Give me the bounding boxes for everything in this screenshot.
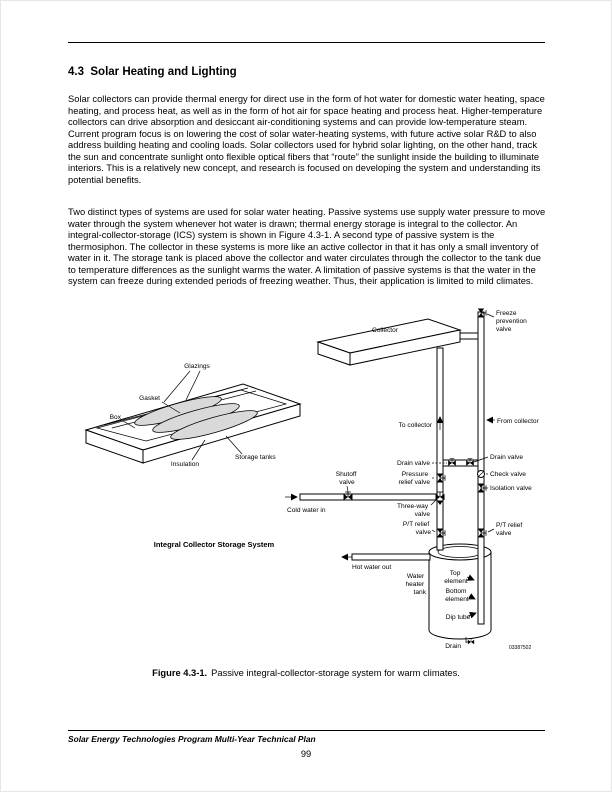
figure-caption-label: Figure 4.3-1.: [152, 668, 208, 678]
footer-rule: [68, 730, 545, 731]
figure-4-3-1: [0, 300, 612, 668]
label-check-valve: Check valve: [490, 471, 526, 478]
label-cold-water-in: Cold water in: [287, 507, 326, 514]
ics-collector-drawing: [86, 363, 300, 549]
label-collector: Collector: [371, 327, 399, 334]
label-freeze-prevention-valve: Freeze prevention valve: [496, 310, 527, 333]
label-box: Box: [109, 414, 121, 421]
label-storage-tanks: Storage tanks: [235, 454, 276, 461]
pt-relief-left-leader: [432, 530, 435, 532]
footer-title: Solar Energy Technologies Program Multi-Year Technical Plan: [68, 734, 316, 744]
label-dip-tube: Dip tube: [445, 614, 471, 621]
thermosiphon-schematic: [285, 309, 540, 652]
figure-caption: [0, 668, 612, 678]
shutoff-valve-leader: [347, 486, 348, 492]
label-three-way-valve: Three-way valve: [397, 503, 430, 518]
three-way-valve-leader: [431, 500, 436, 505]
glazings-leader-2: [186, 371, 200, 400]
check-valve-icon: [478, 471, 485, 478]
label-pressure-relief-valve: Pressure relief valve: [398, 471, 430, 486]
pipe-to-collector: [437, 348, 443, 550]
pipe-hot-water-out: [352, 554, 430, 560]
pt-relief-right-leader: [488, 529, 494, 532]
label-top-element: Top element: [444, 570, 468, 585]
label-water-heater-tank: Water heater tank: [405, 573, 426, 596]
paragraph-1: Solar collectors can provide thermal energy for direct use in the form of hot water for domestic water heating, space heating, and process heat, as well as in the form of hot air for space heating and process heat. Higher-temperature collectors can drive absorption and desiccant air-conditioning systems and can provide low-temperature steam. Current program focus is on lowering the cost of solar water-heating systems, with future active solar R&D to also address building heating and cooling loads. Solar collectors used for hybrid solar lighting, on the other hand, track the sun and concentrate sunlight onto flexible optical fibers that “route” the sunlight inside the building to illuminate interiors. This is a relatively new concept, and research is focused on developing the system and understanding its potential benefits.: [68, 94, 545, 185]
freeze-valve-leader: [487, 314, 494, 317]
label-gasket: Gasket: [139, 395, 160, 402]
label-insulation: Insulation: [170, 461, 200, 468]
label-ics-title: Integral Collector Storage System: [153, 540, 275, 549]
glazings-leader-1: [164, 371, 190, 402]
label-to-collector: To collector: [398, 422, 432, 429]
label-pt-relief-valve-left: P/T relief valve: [402, 521, 431, 536]
label-from-collector: From collector: [497, 418, 539, 425]
label-drain-valve-left: Drain valve: [397, 460, 430, 467]
figure-id-number: 03387502: [509, 645, 532, 651]
pipe-cold-water: [300, 494, 437, 500]
label-glazings: Glazings: [184, 363, 210, 370]
label-hot-water-out: Hot water out: [352, 564, 392, 571]
label-shutoff-valve: Shutoff valve: [335, 471, 357, 486]
label-drain: Drain: [445, 643, 461, 650]
header-rule: [68, 42, 545, 43]
label-drain-valve-right: Drain valve: [490, 454, 523, 461]
label-pt-relief-valve-right: P/T relief valve: [496, 522, 523, 537]
paragraph-2: Two distinct types of systems are used for solar water heating. Passive systems use supply water pressure to move water through the system whenever hot water is drawn; thermal energy storage is integral to the collector. An integral-collector-storage (ICS) system is shown in Figure 4.3-1. A second type of passive system is the thermosiphon. The collector in these systems is more like an active collector in that it has only a small inventory of water in it. The storage tank is placed above the collector and water circulates through the collector to the tank due to temperature differences as the sunlight warms the water. A limitation of passive systems is that the water in the system can freeze during extended periods of freezing weather. Thus, their application is limited to mild climates.: [68, 207, 546, 287]
storage-tanks-leader: [226, 436, 242, 454]
label-bottom-element: Bottom element: [445, 588, 469, 603]
section-title: 4.3 Solar Heating and Lighting: [68, 66, 237, 78]
label-isolation-valve: Isolation valve: [490, 485, 532, 492]
figure-caption-text: Passive integral-collector-storage system for warm climates.: [211, 668, 460, 678]
pipe-from-collector-dip-tube: [478, 312, 484, 624]
page-number: 99: [300, 749, 312, 759]
